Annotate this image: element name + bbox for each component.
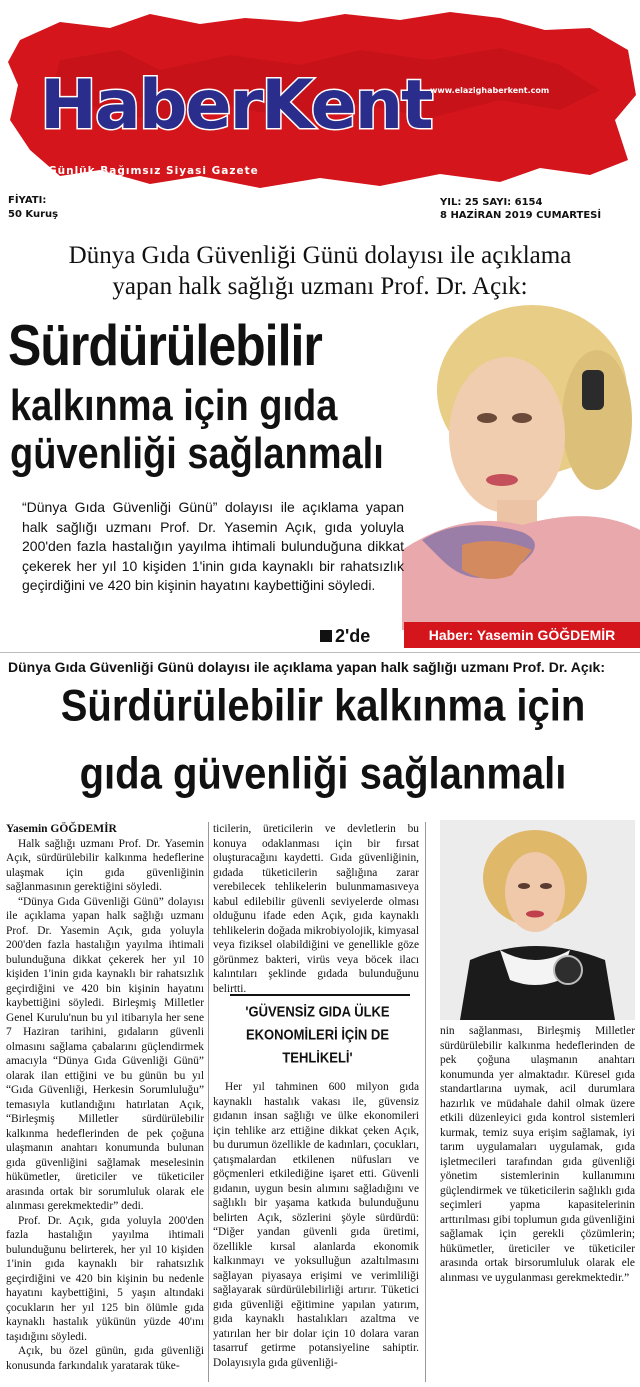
column3-paragraph: nin sağlanması, Birleşmiş Milletler sürdürülebilir kalkınma hedeflerinden de pek çoğuna ulaşmanın anahtarı konumunda yer almaktadır. Küresel gıda standartlarına uymak, acil durumlara hazırlık ve müdahale dahil olmak üzere etkili düzenleyici gıda kontrol sistemleri kurmak, temiz suya erişim sağlamak, iyi tarım uygulamaları uygulamak, gıda işletmecileri tarafından gıda güvenliği yönetim sistemlerinin kullanımını güçlendirmek ve tüketicilerin sağlıklı gıda seçimleri yapma kapasitelerinin arttırılması gibi toplumun gıda güvenliğini sağlamak için gerekli çözümlerin; hükümetler, üreticiler ve tüketiciler arasında ortak birsorumluluk olarak ele alınması ve uygulanması gerekmektedir.”: [440, 1025, 635, 1284]
continued-on-page: [320, 626, 370, 647]
price-label: FİYATI:: [8, 195, 47, 206]
column2-paragraph: Her yıl tahminen 600 milyon gıda kaynaklı hastalık vakası ile, güvensiz gıdanın insan sağlığı ve ülke ekonomileri için tehlike arz ettiğine dikkat çeken Açık, bu durumun özellikle de kadınları, çocukları, çatışmalardan etkilenen nüfusları ve göçmenleri etkilediğine işaret etti. Güvenli gıdanın, uygun besin alımını sağladığını ve sağlıklı bir yaşama katkıda bulunduğunu belirten Açık, sözlerini şöyle sürdürdü: “Diğer yandan güvenli gıda üretimi, özellikle kırsal alanlarda ekonomik kalkınmayı ve yoksulluğun azaltılmasını sağlayan piyasaya erişimi ve verimliliği sağlayarak sürdürülebilirliği artırır. Tüketici gıda güvenliği eğitimine yapılan yatırım, gıda kaynaklı hastalıkları azaltma ve yatırılan her bir dolar için 10 dolara varan tasarruf getirme potansiyeline sahiptir. Dolayısıyla gıda güvenliği-: [213, 1081, 419, 1369]
column1-paragraph: “Dünya Gıda Güvenliği Günü” dolayısı ile açıklama yapan halk sağlığı uzmanı Prof. Dr. Yasemin Açık, gıda yoluyla 200'den fazla hastalığın yayılma ihtimali bulunduğuna dikkat çekerek her yıl 10 kişiden 1'inin gıda kaynaklı bir rahatsızlık geçirdiğini ve 420 bin kişinin hayatını kaybettiğini söyledi. Birleşmiş Milletler Genel Kurulu'nun bu yıl itibarıyla her sene 7 Haziran tarihini, gıdaların güvenli olmasını sağlama çabalarını güçlendirmek amacıyla “Dünya Gıda Güvenliği Günü” olarak ilan ettiğini ve bu günün bu yıl “Gıda Güvenliği, Herkesin Sorumluluğu” temasıyla kutlandığını hatırlatan Açık, “Birleşmiş Milletler sürdürülebilir kalkınma hedeflerinden de pek çoğuna ulaşmanın anahtarı konumunda bulunan gıda güvenliğini sağlamak meselesinin hükümetler, üreticiler ve tüketiciler arasında ortak bir sorumluluk olarak ele alınması gerekmektedir” dedi.: [6, 895, 204, 1212]
website-url[interactable]: www.elazighaberkent.com: [430, 86, 550, 95]
article-column-3: [440, 1024, 635, 1285]
price-box: [8, 194, 58, 222]
inside-kicker: Dünya Gıda Güvenliği Günü dolayısı ile açıklama yapan halk sağlığı uzmanı Prof. Dr. Açık:: [8, 659, 605, 675]
column2-paragraph: ticilerin, üreticilerin ve devletlerin bu konuya odaklanması için bir fırsat oluşturacağını kaydetti. Gıda güvenliğinin, gıdada tüketicilerin sağlığına zarar verebilecek tehlikelerin bulunmamasıveya kabul edilebilir güvenli seviyelerde olması olduğunu ifade eden Açık, gıda kaynaklı tehlikelerin doğada mikrobiyolojik, kimyasal veya fiziksel olabildiğini ve genellikle göze görünmez bakteri, virüs veya böcek ilacı kalıntıları şeklinde gıdada bulunduğunu belirtti.: [213, 823, 419, 995]
column1-paragraph: Prof. Dr. Açık, gıda yoluyla 200'den fazla hastalığın yayılma ihtimali bulunduğunu belirterek, her yıl 10 kişiden 1'inin gıda kaynaklı bir rahatsızlık geçirdiğini ve 420 bin kişinin bu nedenle hayatını kaybettiğini, 5 yaşın altındaki çocukların her yıl 125 bin ölümle gıda kaynaklı hastalık yükünün yüzde 40'ını taşıdığını söyledi.: [6, 1214, 204, 1343]
front-kicker-line1: Dünya Gıda Güvenliği Günü dolayısı ile açıklama: [68, 242, 572, 269]
logo-haber: Haber: [40, 66, 262, 145]
column1-paragraph: Açık, bu özel günün, gıda güvenliği konusunda farkındalık yaratarak tüke-: [6, 1345, 204, 1372]
front-kicker-line2: yapan halk sağlığı uzmanı Prof. Dr. Açık:: [112, 273, 528, 300]
front-lead-paragraph: “Dünya Gıda Güvenliği Günü” dolayısı ile açıklama yapan halk sağlığı uzmanı Prof. Dr. Yasemin Açık, gıda yoluyla 200'den fazla hastalığın yayılma ihtimali bulunduğuna dikkat çekerek her yıl 10 kişiden 1'inin gıda kaynaklı bir rahatsızlık geçirdiğini ve 420 bin kişinin hayatını kaybettiğini söyledi.: [22, 499, 404, 593]
subheading-line1: 'GÜVENSİZ GIDA ÜLKE: [245, 1003, 390, 1020]
column-rule: [425, 822, 426, 1382]
subheading-line2: EKONOMİLERİ İÇİN DE: [245, 1026, 389, 1043]
section-divider: [0, 652, 640, 653]
continued-label: 2'de: [335, 626, 371, 646]
column1-paragraph: Halk sağlığı uzmanı Prof. Dr. Yasemin Açık, sürdürülebilir kalkınma hedeflerine ulaşmak için gıda güvenliğinin sağlanmasının gerektiğini söyledi.: [6, 837, 204, 893]
byline-banner: Haber: Yasemin GÖĞDEMİR: [404, 622, 640, 648]
subhead-rule: [230, 994, 410, 996]
bullet-square-icon: [320, 630, 332, 642]
front-headline-line3: güvenliği sağlanmalı: [10, 430, 384, 479]
subheading-line3: TEHLİKELİ': [282, 1049, 353, 1066]
article-author: Yasemin GÖĞDEMİR: [6, 823, 117, 835]
front-headline-line1: Sürdürülebilir: [8, 313, 322, 378]
tagline: Günlük Bağımsız Siyasi Gazete: [48, 165, 259, 177]
logo-kent: Kent: [261, 66, 432, 145]
column-rule: [208, 822, 209, 1382]
portrait-illustration: [402, 300, 640, 630]
price-value: 50 Kuruş: [8, 209, 59, 220]
masthead: [0, 0, 640, 221]
front-kicker: [10, 240, 630, 302]
article-column-2-top: [213, 822, 419, 996]
issue-date: 8 HAZİRAN 2019 CUMARTESİ: [440, 210, 602, 221]
issue-info: [440, 196, 635, 222]
issue-number: YIL: 25 SAYI: 6154: [440, 197, 543, 208]
article-column-2-bottom: [213, 1080, 419, 1370]
subheading: [240, 1000, 395, 1069]
inside-headline-line2: gıda güvenliği sağlanmalı: [79, 749, 567, 799]
article-column-1: [6, 822, 204, 1373]
newspaper-logo: [40, 66, 432, 145]
portrait-photo-inside: [440, 820, 635, 1020]
portrait-illustration: [440, 820, 635, 1020]
inside-headline-line1: Sürdürülebilir kalkınma için: [60, 681, 586, 731]
portrait-photo-front: [402, 300, 640, 630]
front-headline-line2: kalkınma için gıda: [10, 382, 338, 431]
